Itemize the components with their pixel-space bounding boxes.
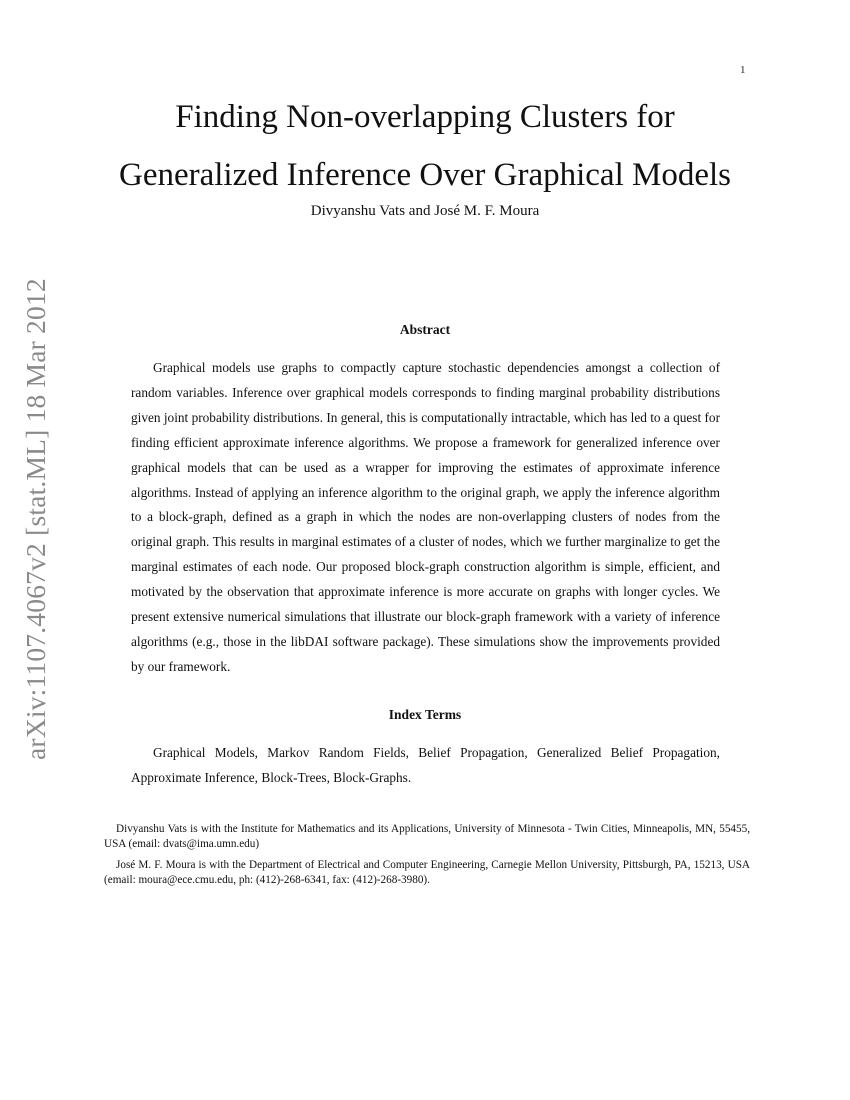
paper-title-line-2: Generalized Inference Over Graphical Models [118, 157, 731, 193]
paper-title [0, 88, 850, 204]
abstract-body: Graphical models use graphs to compactly capture stochastic dependencies amongst a collection of random variables. Inference over graphical models corresponds to finding marginal probability distributions given joint probability distributions. In general, this is computationally intractable, which has led to a quest for finding efficient approximate inference algorithms. We propose a framework for generalized inference over graphical models that can be used as a wrapper for improving the estimates of approximate inference algorithms. Instead of applying an inference algorithm to the original graph, we apply the inference algorithm to a block-graph, defined as a graph in which the nodes are non-overlapping clusters of nodes from the original graph. This results in marginal estimates of a cluster of nodes, which we further marginalize to get the marginal estimates of each node. Our proposed block-graph construction algorithm is simple, efficient, and motivated by the observation that approximate inference is more accurate on graphs with longer cycles. We present extensive numerical simulations that illustrate our block-graph framework with a variety of inference algorithms (e.g., those in the libDAI software package). These simulations show the improvements provided by our framework. [131, 360, 721, 674]
footnote-author-1: Divyanshu Vats is with the Institute for Mathematics and its Applications, University of Minnesota - Twin Cities, Minneapolis, MN, 55455, USA (email: dvats@ima.umn.edu) [104, 823, 750, 850]
page-number: 1 [740, 64, 746, 76]
arxiv-identifier-stamp: arXiv:1107.4067v2 [stat.ML] 18 Mar 2012 [20, 278, 51, 760]
paper-title-line-1: Finding Non-overlapping Clusters for [175, 99, 675, 135]
abstract-heading: Abstract [399, 322, 451, 337]
footnote-author-2: José M. F. Moura is with the Department of Electrical and Computer Engineering, Carnegie Mellon University, Pittsburgh, PA, 15213, USA (email: moura@ece.cmu.edu, ph: (412)-268-6341, fax: (412)-268-3980). [104, 859, 750, 886]
index-terms-body: Graphical Models, Markov Random Fields, Belief Propagation, Generalized Belief Propagation, Approximate Inference, Block-Trees, Block-Graphs. [131, 745, 720, 785]
paper-authors: Divyanshu Vats and José M. F. Moura [310, 203, 540, 219]
author-footnotes [104, 822, 750, 894]
index-terms-heading: Index Terms [388, 707, 462, 722]
